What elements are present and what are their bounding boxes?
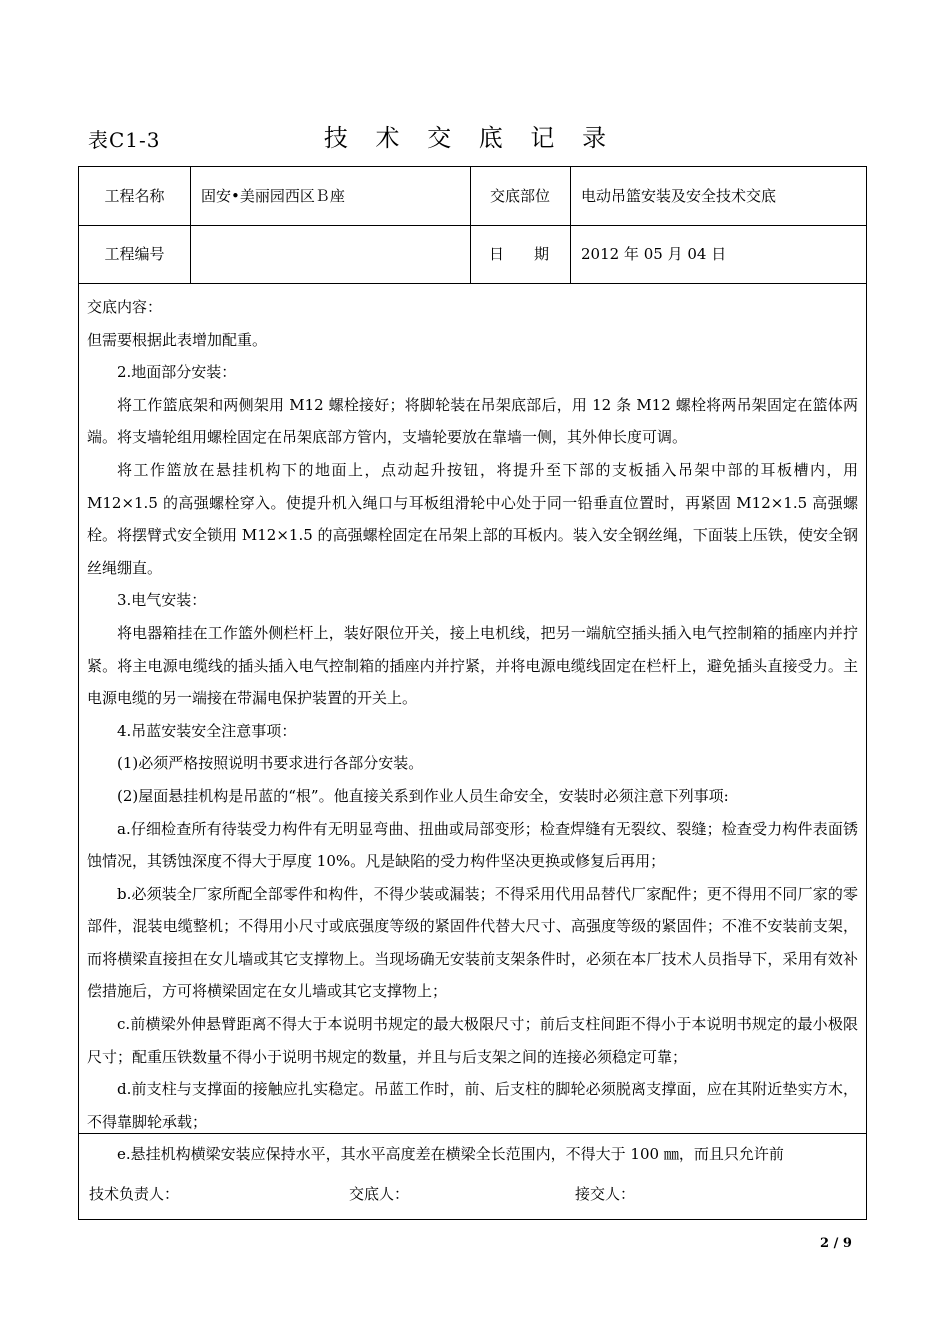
date-value: 2012 年 05 月 04 日 xyxy=(581,245,727,263)
page-number: 2 / 9 xyxy=(820,1236,852,1251)
disclosure-form-table xyxy=(78,166,867,1220)
content-paragraph: 但需要根据此表增加配重。 xyxy=(87,330,268,349)
content-paragraph: a.仔细检查所有待装受力构件有无明显弯曲、扭曲或局部变形；检查焊缝有无裂纹、裂缝；检查受力构件表面锈蚀情况，其锈蚀深度不得大于厚度 10%。凡是缺陷的受力构件坚决更换或修复后再用； xyxy=(87,819,858,871)
project-name-label: 工程名称 xyxy=(104,187,165,205)
column-divider xyxy=(570,167,571,283)
content-paragraph: b.必须装全厂家所配全部零件和构件，不得少装或漏装；不得采用代用品替代厂家配件；更不得用不同厂家的零部件，混装电缆整机；不得用小尺寸或底强度等级的紧固件代替大尺寸、高强度等级的紧固件；不准不安装前支架，而将横梁直接担在女儿墙或其它支撑物上。当现场确无安装前支架条件时，必须在本厂技术人员指导下，采用有效补偿措施后，方可将横梁固定在女儿墙或其它支撑物上； xyxy=(87,884,858,1001)
tech-lead-signature-label: 技术负责人： xyxy=(89,1185,180,1203)
content-paragraph: (1)必须严格按照说明书要求进行各部分安装。 xyxy=(117,754,424,773)
content-paragraph: d.前支柱与支撑面的接触应扎实稳定。吊蓝工作时，前、后支柱的脚轮必须脱离支撑面，应在其附近垫实方木，不得靠脚轮承载； xyxy=(87,1080,858,1131)
document-title: 技 术 交 底 记 录 xyxy=(323,124,617,152)
column-divider xyxy=(470,167,471,283)
row-divider xyxy=(79,283,866,284)
disclosure-part-label: 交底部位 xyxy=(489,187,550,205)
content-paragraph: 将电器箱挂在工作篮外侧栏杆上，装好限位开关，接上电机线，把另一端航空插头插入电气控制箱的插座内并拧紧。将主电源电缆线的插头插入电气控制箱的插座内并拧紧，并将电源电缆线固定在栏杆上，避免插头直接受力。主电源电缆的另一端接在带漏电保护装置的开关上。 xyxy=(87,623,858,708)
content-paragraph: 2.地面部分安装： xyxy=(117,363,237,382)
form-code: 表C1-3 xyxy=(88,128,161,152)
content-paragraph: (2)屋面悬挂机构是吊蓝的“根”。他直接关系到作业人员生命安全，安装时必须注意下列事项: xyxy=(117,786,729,805)
content-heading: 交底内容： xyxy=(87,298,163,316)
content-paragraph: 3.电气安装： xyxy=(117,591,207,610)
receiver-signature-label: 接交人： xyxy=(575,1185,636,1203)
content-paragraph: c.前横梁外伸悬臂距离不得大于本说明书规定的最大极限尺寸；前后支柱间距不得小于本说明书规定的最小极限尺寸；配重压铁数量不得小于说明书规定的数量，并且与后支架之间的连接必须稳定可靠； xyxy=(87,1015,858,1066)
project-number-label: 工程编号 xyxy=(104,245,165,263)
disclosure-content xyxy=(87,291,858,1171)
discloser-signature-label: 交底人： xyxy=(349,1185,410,1203)
row-divider xyxy=(79,225,866,226)
column-divider xyxy=(190,167,191,283)
content-paragraph: 4.吊蓝安装安全注意事项： xyxy=(117,721,297,740)
content-paragraph: 将工作篮底架和两侧架用 M12 螺栓接好；将脚轮装在吊架底部后，用 12 条 M12 螺栓将两吊架固定在篮体两端。将支墙轮组用螺栓固定在吊架底部方管内，支墙轮要放在靠墙一侧，其外伸长度可调。 xyxy=(87,395,858,447)
disclosure-part-value: 电动吊篮安装及安全技术交底 xyxy=(581,187,777,205)
content-paragraph: 将工作篮放在悬挂机构下的地面上，点动起升按钮，将提升至下部的支板插入吊架中部的耳板槽内，用 M12×1.5 的高强螺栓穿入。使提升机入绳口与耳板组滑轮中心处于同一铅垂直位置时，再紧固 M12×1.5 高强螺栓。将摆臂式安全锁用 M12×1.5 的高强螺栓固定在吊架上部的耳板内。装入安全钢丝绳，下面装上压铁，使安全钢丝绳绷直。 xyxy=(87,460,858,577)
content-paragraph: e.悬挂机构横梁安装应保持水平，其水平高度差在横梁全长范围内，不得大于 100 ㎜，而且只允许前 xyxy=(117,1145,784,1164)
project-name-value: 固安•美丽园西区Ｂ座 xyxy=(201,187,345,205)
date-label: 日 期 xyxy=(489,245,550,263)
